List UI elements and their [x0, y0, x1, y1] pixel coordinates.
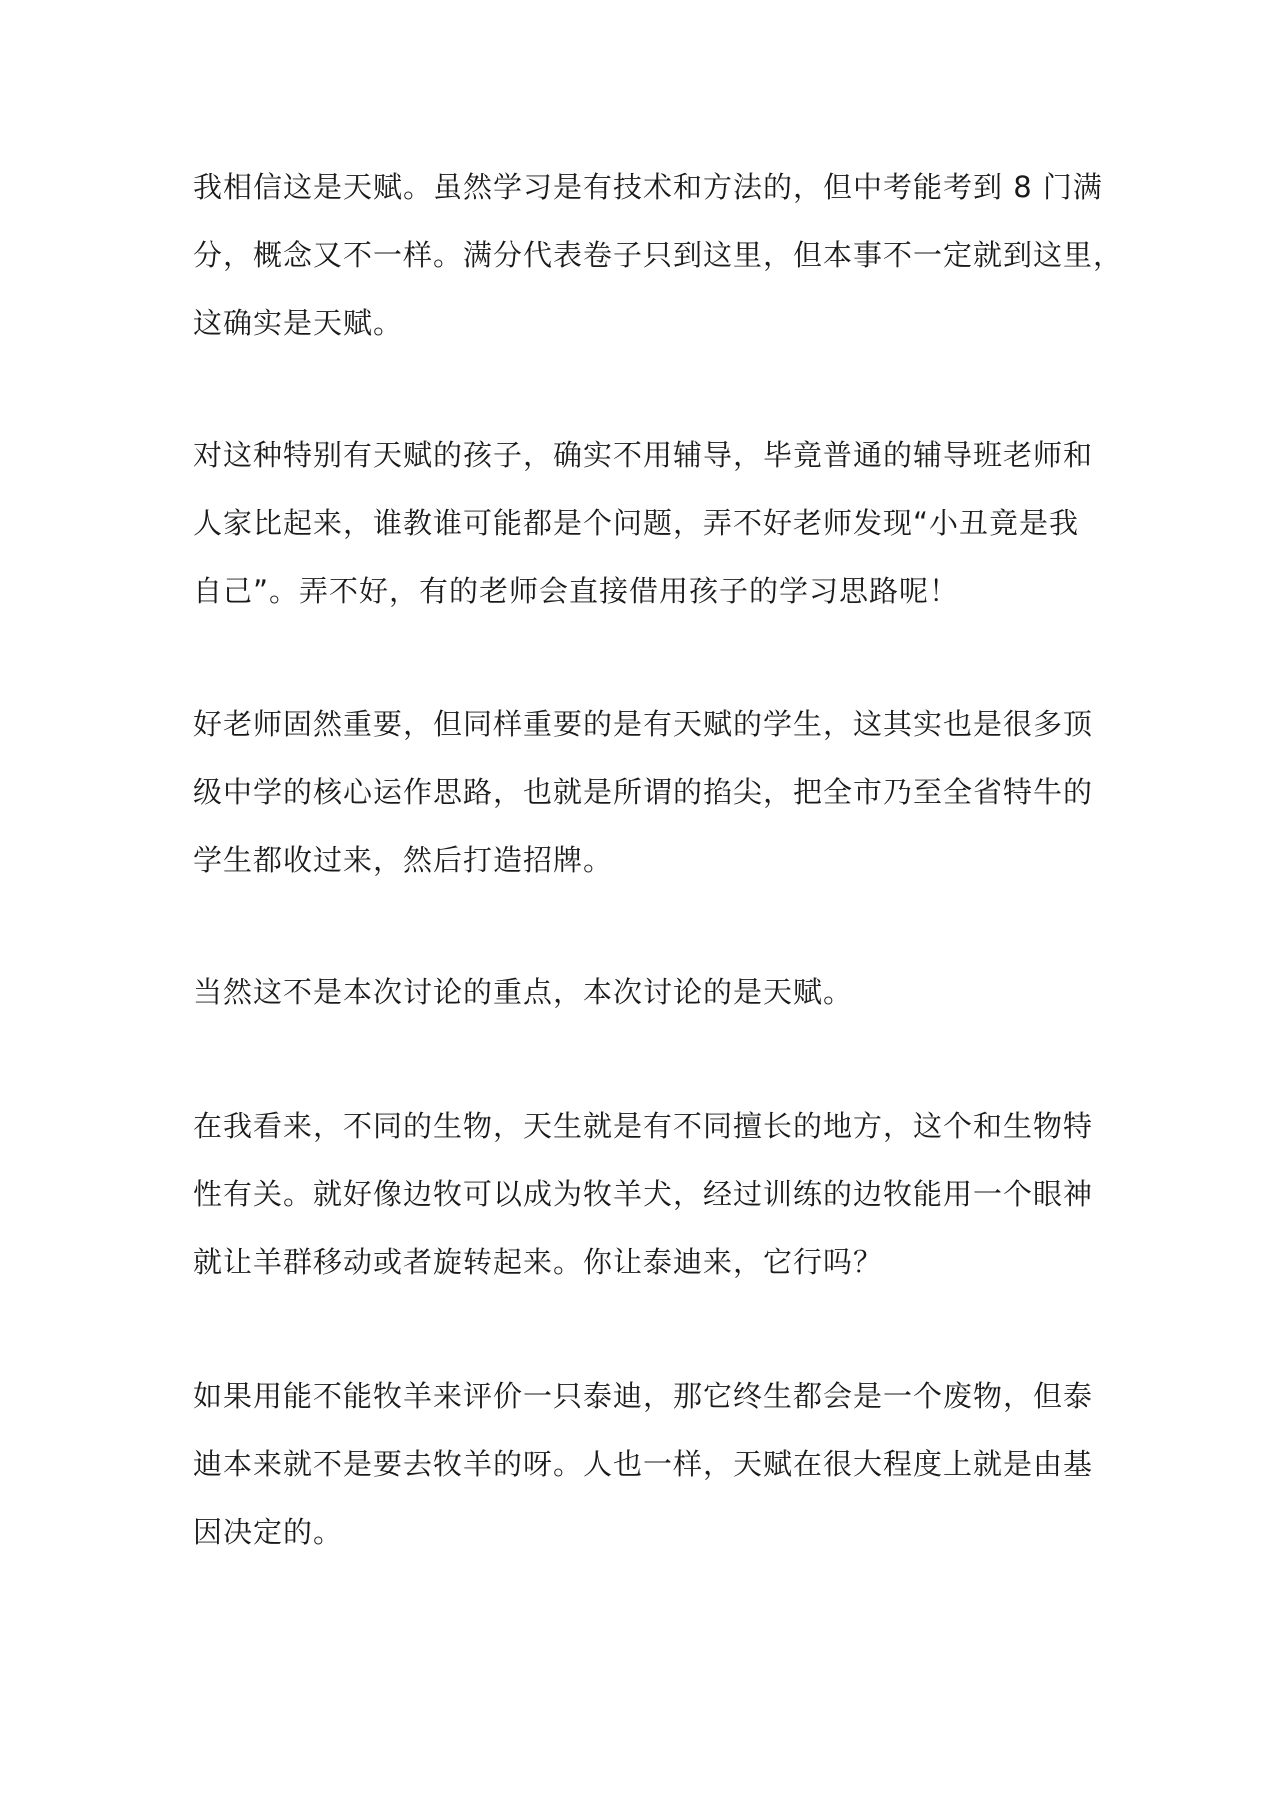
paragraph-5	[193, 1092, 1093, 1296]
paragraph-line: 迪本来就不是要去牧羊的呀。人也一样，天赋在很大程度上就是由基	[193, 1447, 1094, 1481]
paragraph-line: 在我看来，不同的生物，天生就是有不同擅长的地方，这个和生物特	[193, 1109, 1094, 1143]
paragraph-line: 就让羊群移动或者旋转起来。你让泰迪来，它行吗？	[193, 1245, 884, 1279]
paragraph-line: 学生都收过来，然后打造招牌。	[193, 843, 614, 877]
paragraph-line: 分，概念又不一样。满分代表卷子只到这里，但本事不一定就到这里，	[193, 238, 1124, 272]
paragraph-line: 性有关。就好像边牧可以成为牧羊犬，经过训练的边牧能用一个眼神	[193, 1177, 1094, 1211]
paragraph-line: 我相信这是天赋。虽然学习是有技术和方法的，但中考能考到 8 门满	[193, 170, 1103, 204]
paragraph-line: 好老师固然重要，但同样重要的是有天赋的学生，这其实也是很多顶	[193, 707, 1094, 741]
paragraph-line: 如果用能不能牧羊来评价一只泰迪，那它终生都会是一个废物，但泰	[193, 1379, 1094, 1413]
paragraph-4	[193, 958, 1093, 1026]
paragraph-line: 因决定的。	[193, 1515, 344, 1549]
paragraph-line: 对这种特别有天赋的孩子，确实不用辅导，毕竟普通的辅导班老师和	[193, 438, 1094, 472]
paragraph-2	[193, 421, 1093, 625]
paragraph-line: 级中学的核心运作思路，也就是所谓的掐尖，把全市乃至全省特牛的	[193, 775, 1094, 809]
paragraph-line: 这确实是天赋。	[193, 306, 404, 340]
paragraph-line: 自己”。弄不好，有的老师会直接借用孩子的学习思路呢！	[193, 574, 960, 608]
paragraph-line: 当然这不是本次讨论的重点，本次讨论的是天赋。	[193, 975, 854, 1009]
paragraph-1	[193, 153, 1124, 357]
paragraph-line: 人家比起来，谁教谁可能都是个问题，弄不好老师发现“小丑竟是我	[193, 506, 1080, 540]
paragraph-3	[193, 690, 1093, 894]
paragraph-6	[193, 1362, 1093, 1566]
